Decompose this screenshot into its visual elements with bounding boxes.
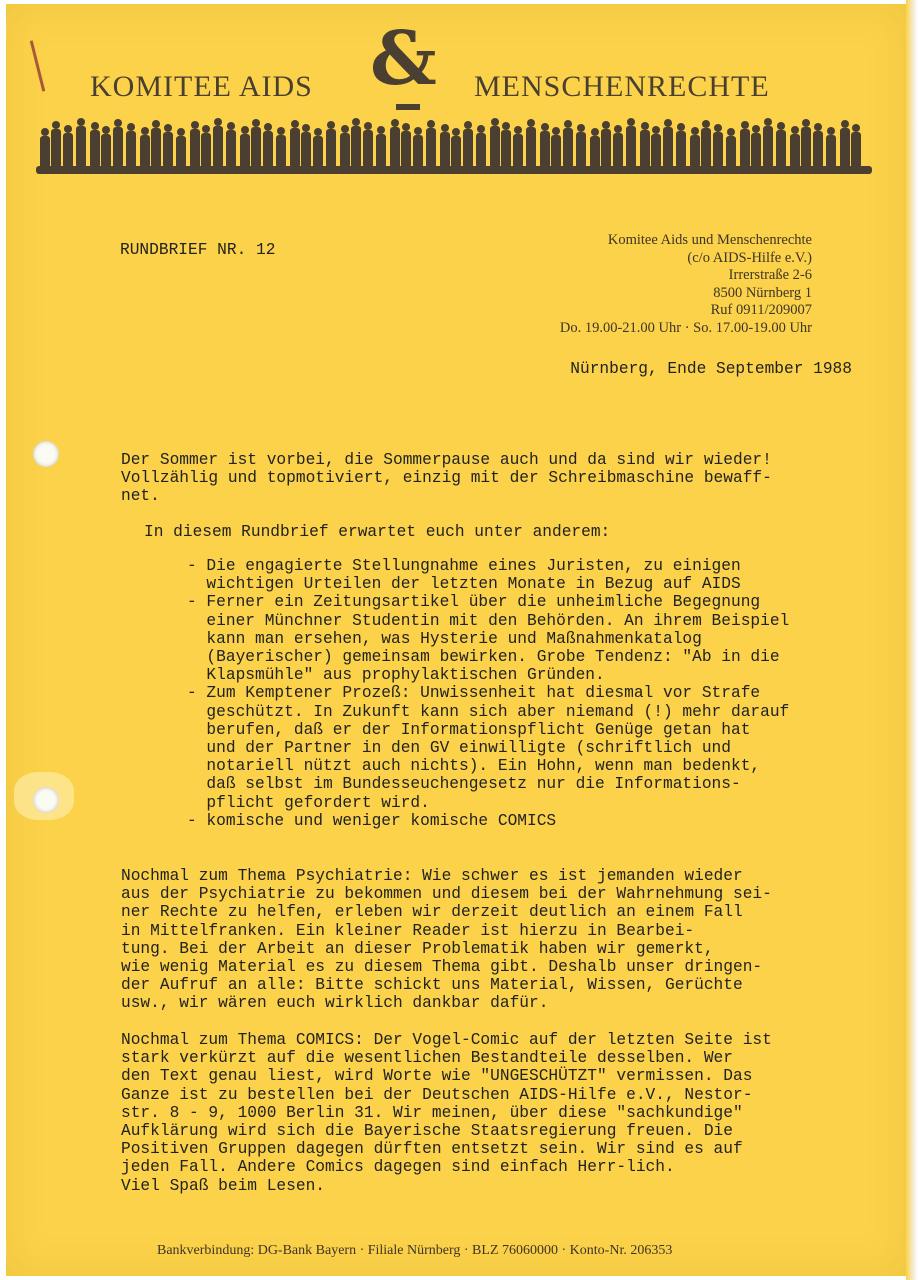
intro-paragraph: Der Sommer ist vorbei, die Sommerpause auch und da sind wir wieder! Vollzählig und topmotiviert, einzig mit der Schreibmaschine bewaff- net. bbox=[121, 451, 772, 506]
sender-address bbox=[560, 232, 812, 338]
bank-footer: Bankverbindung: DG-Bank Bayern · Filiale Nürnberg · BLZ 76060000 · Konto-Nr. 206353 bbox=[157, 1243, 673, 1258]
address-line: Do. 19.00-21.00 Uhr · So. 17.00-19.00 Uhr bbox=[559, 319, 812, 336]
address-line: Irrerstraße 2-6 bbox=[728, 267, 812, 284]
letterhead-right: MENSCHENRECHTE bbox=[474, 70, 770, 103]
crowd-logo bbox=[36, 104, 872, 180]
address-line: Komitee Aids und Menschenrechte bbox=[607, 232, 812, 248]
letterhead-ampersand: & bbox=[370, 16, 437, 102]
psychiatry-paragraph: Nochmal zum Thema Psychiatrie: Wie schwer es ist jemanden wieder aus der Psychiatrie zu bekommen und diesem bei der Wahrnehmung sei- ner Rechte zu helfen, erleben wir derzeit deutlich an einem Fall in Mittelfranken. Ein kleiner Reader ist hierzu in Bearbei- tung. Bei der Arbeit an dieser Problematik haben wir gemerkt, wie wenig Material es zu diesem Thema gibt. Deshalb unser dringen- der Aufruf an alle: Bitte schickt uns Material, Wissen, Gerüchte usw., wir wären euch wirklich dankbar dafür. bbox=[121, 867, 772, 1013]
punch-hole bbox=[33, 441, 59, 467]
letterhead-left: KOMITEE AIDS bbox=[90, 70, 313, 103]
page-edge bbox=[906, 0, 918, 1280]
place-date: Nürnberg, Ende September 1988 bbox=[570, 360, 852, 378]
newsletter-number: RUNDBRIEF NR. 12 bbox=[120, 241, 276, 259]
punch-hole bbox=[33, 787, 59, 813]
contents-list: - Die engagierte Stellungnahme eines Juristen, zu einigen wichtigen Urteilen der letzten Monate in Bezug auf AIDS - Ferner ein Zeitungsartikel über die unheimliche Begegnung einer Münchner Studentin mit den Behörden. An ihrem Beispiel kann man ersehen, was Hysterie und Maßnahmenkatalog (Bayerischer) gemeinsam bewirken. Grobe Tendenz: "Ab in die Klapsmühle" aus prophylaktischen Gründen. - Zum Kemptener Prozeß: Unwissenheit hat diesmal vor Strafe geschützt. In Zukunft kann sich aber niemand (!) mehr darauf berufen, daß er der Informationspflicht Genüge getan hat und der Partner in den GV einwilligte (schriftlich und notariell nützt auch nichts). Ein Hohn, wenn man bedenkt, daß selbst im Bundesseuchengesetz nur die Informations- pflicht gefordert wird. - komische und weniger komische COMICS bbox=[187, 557, 790, 830]
list-intro: In diesem Rundbrief erwartet euch unter anderem: bbox=[144, 523, 611, 541]
address-line: (c/o AIDS-Hilfe e.V.) bbox=[687, 249, 812, 266]
comics-paragraph: Nochmal zum Thema COMICS: Der Vogel-Comic auf der letzten Seite ist stark verkürzt auf die wesentlichen Bestandteile desselben. Wer den Text genau liest, wird Worte wie "UNGESCHÜTZT" vermissen. Das Ganze ist zu bestellen bei der Deutschen AIDS-Hilfe e.V., Nestor- str. 8 - 9, 1000 Berlin 31. Wir meinen, über diese "sachkundige" Aufklärung wird sich die Bayerische Staatsregierung freuen. Die Positiven Gruppen dagegen dürften entsetzt sein. Wir sind es auf jeden Fall. Andere Comics dagegen sind einfach Herr-lich. Viel Spaß beim Lesen. bbox=[121, 1031, 772, 1195]
address-line: Ruf 0911/209007 bbox=[710, 302, 812, 319]
address-line: 8500 Nürnberg 1 bbox=[713, 284, 812, 301]
